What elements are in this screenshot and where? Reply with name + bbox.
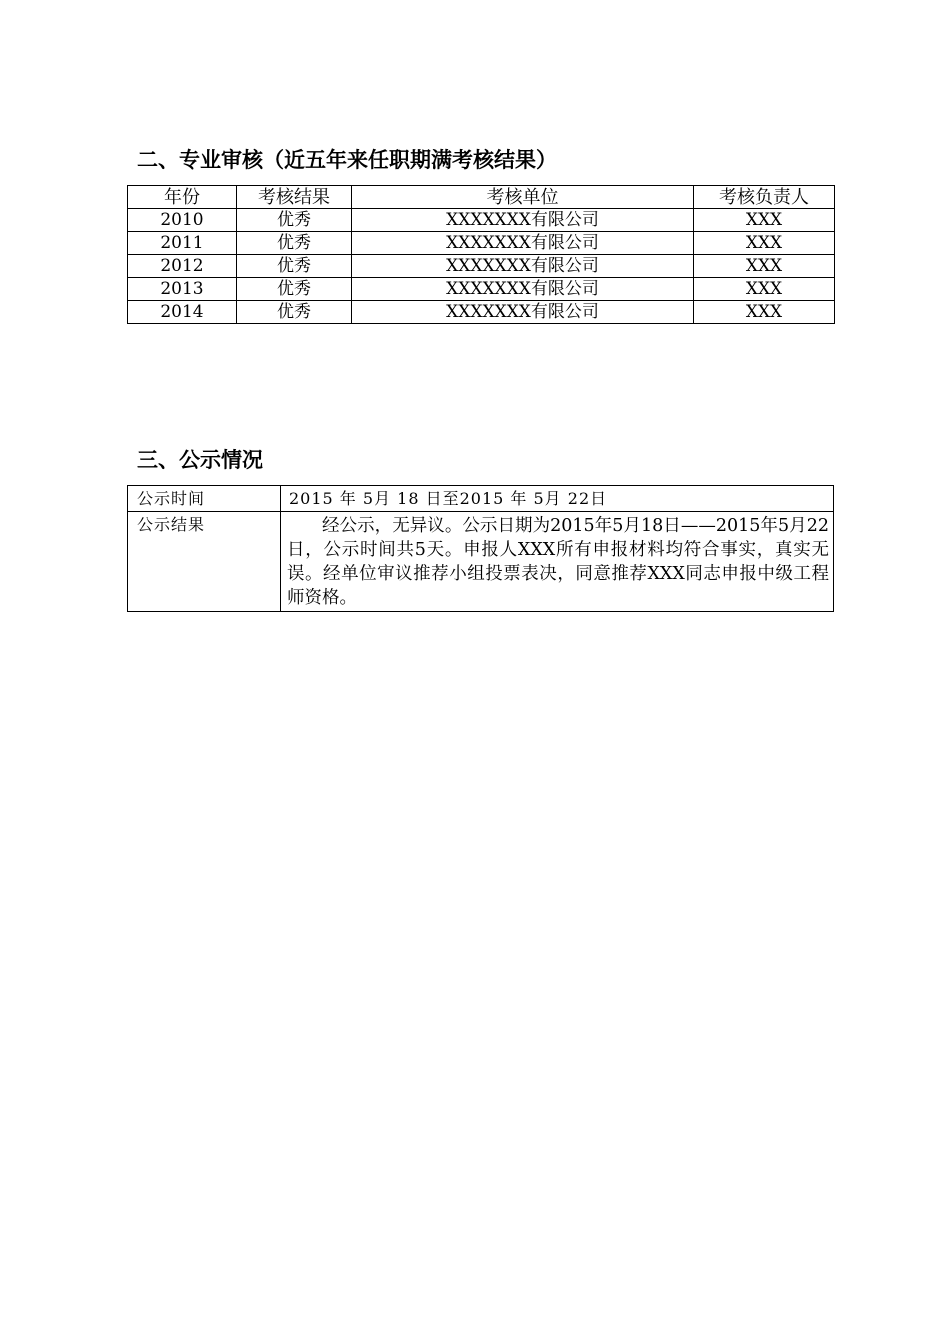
header-year: 年份	[128, 186, 237, 209]
cell-year: 2012	[128, 255, 237, 278]
publicity-time-value: 2015 年 5月 18 日至2015 年 5月 22日	[281, 486, 834, 512]
cell-unit: XXXXXXX有限公司	[352, 301, 694, 324]
cell-year: 2010	[128, 209, 237, 232]
cell-year: 2014	[128, 301, 237, 324]
cell-result: 优秀	[237, 301, 352, 324]
assessment-table	[127, 185, 835, 324]
cell-leader: XXX	[694, 209, 835, 232]
cell-unit: XXXXXXX有限公司	[352, 209, 694, 232]
cell-leader: XXX	[694, 255, 835, 278]
table-row	[128, 209, 835, 232]
cell-leader: XXX	[694, 278, 835, 301]
section-title-publicity: 三、公示情况	[137, 448, 263, 472]
cell-result: 优秀	[237, 209, 352, 232]
cell-unit: XXXXXXX有限公司	[352, 278, 694, 301]
cell-unit: XXXXXXX有限公司	[352, 232, 694, 255]
cell-leader: XXX	[694, 232, 835, 255]
header-result: 考核结果	[237, 186, 352, 209]
header-leader: 考核负责人	[694, 186, 835, 209]
section-title-professional-review: 二、专业审核（近五年来任职期满考核结果）	[137, 148, 557, 172]
table-header-row	[128, 186, 835, 209]
publicity-result-label: 公示结果	[128, 512, 281, 612]
cell-result: 优秀	[237, 255, 352, 278]
table-row	[128, 255, 835, 278]
publicity-result-text: 经公示，无异议。公示日期为2015年5月18日——2015年5月22日，公示时间共5天。申报人XXX所有申报材料均符合事实，真实无误。经单位审议推荐小组投票表决，同意推荐XXX同志申报中级工程师资格。	[281, 512, 834, 612]
table-row	[128, 232, 835, 255]
cell-unit: XXXXXXX有限公司	[352, 255, 694, 278]
publicity-time-label: 公示时间	[128, 486, 281, 512]
cell-year: 2013	[128, 278, 237, 301]
publicity-result-row	[128, 512, 834, 612]
table-row	[128, 301, 835, 324]
cell-year: 2011	[128, 232, 237, 255]
publicity-table	[127, 485, 834, 612]
cell-leader: XXX	[694, 301, 835, 324]
table-row	[128, 278, 835, 301]
header-unit: 考核单位	[352, 186, 694, 209]
cell-result: 优秀	[237, 278, 352, 301]
publicity-time-row	[128, 486, 834, 512]
cell-result: 优秀	[237, 232, 352, 255]
